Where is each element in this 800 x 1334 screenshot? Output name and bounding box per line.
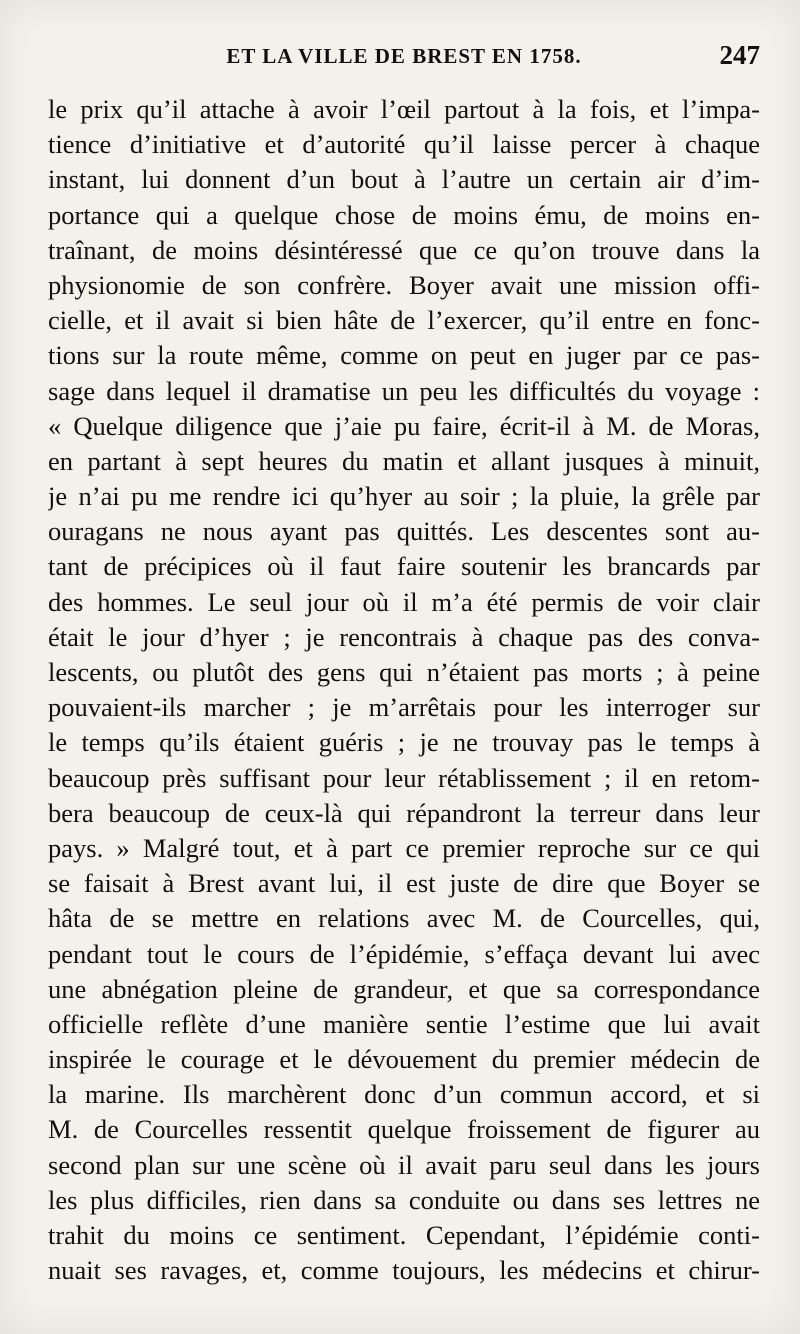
text-line: ouragans ne nous ayant pas quittés. Les descentes sont au- <box>48 516 760 547</box>
text-line: beaucoup près suffisant pour leur rétablissement ; il en retom- <box>48 762 760 793</box>
text-line: hâta de se mettre en relations avec M. de Courcelles, qui, <box>48 903 760 934</box>
text-line: en partant à sept heures du matin et allant jusques à minuit, <box>48 445 760 476</box>
text-line: pendant tout le cours de l’épidémie, s’effaça devant lui avec <box>48 938 760 969</box>
text-line: nuait ses ravages, et, comme toujours, les médecins et chirur- <box>48 1255 760 1286</box>
text-line: second plan sur une scène où il avait paru seul dans les jours <box>48 1149 760 1180</box>
body-text <box>48 92 760 1288</box>
text-line: officielle reflète d’une manière sentie l’estime que lui avait <box>48 1008 760 1039</box>
text-line: cielle, et il avait si bien hâte de l’exercer, qu’il entre en fonc- <box>48 305 760 336</box>
text-line: était le jour d’hyer ; je rencontrais à chaque pas des conva- <box>48 621 760 652</box>
text-line: pouvaient-ils marcher ; je m’arrêtais pour les interroger sur <box>48 692 760 723</box>
running-head: ET LA VILLE DE BREST EN 1758. <box>226 44 582 68</box>
text-line: tience d’initiative et d’autorité qu’il laisse percer à chaque <box>48 129 760 160</box>
text-line: « Quelque diligence que j’aie pu faire, écrit-il à M. de Moras, <box>48 410 760 441</box>
text-line: tant de précipices où il faut faire soutenir les brancards par <box>48 551 760 582</box>
text-line: le prix qu’il attache à avoir l’œil partout à la fois, et l’impa- <box>48 94 760 124</box>
text-line: sage dans lequel il dramatise un peu les difficultés du voyage : <box>48 375 760 406</box>
text-line: instant, lui donnent d’un bout à l’autre un certain air d’im- <box>48 164 760 195</box>
text-line: M. de Courcelles ressentit quelque froissement de figurer au <box>48 1114 760 1145</box>
text-line: le temps qu’ils étaient guéris ; je ne trouvay pas le temps à <box>48 727 760 758</box>
text-line: une abnégation pleine de grandeur, et que sa correspondance <box>48 973 760 1004</box>
text-line: inspirée le courage et le dévouement du premier médecin de <box>48 1044 760 1075</box>
text-line: tions sur la route même, comme on peut en juger par ce pas- <box>48 340 760 371</box>
text-line: bera beaucoup de ceux-là qui répandront la terreur dans leur <box>48 797 760 828</box>
text-line: des hommes. Le seul jour où il m’a été permis de voir clair <box>48 586 760 617</box>
page-header <box>48 36 760 76</box>
text-line: lescents, ou plutôt des gens qui n’étaient pas morts ; à peine <box>48 657 760 687</box>
text-line: la marine. Ils marchèrent donc d’un commun accord, et si <box>48 1079 760 1110</box>
text-line: portance qui a quelque chose de moins ému, de moins en- <box>48 199 760 230</box>
page-number: 247 <box>719 40 760 70</box>
text-line: les plus difficiles, rien dans sa conduite ou dans ses lettres ne <box>48 1184 760 1215</box>
text-line: se faisait à Brest avant lui, il est juste de dire que Boyer se <box>48 868 760 899</box>
text-line: trahit du moins ce sentiment. Cependant, l’épidémie conti- <box>48 1220 760 1250</box>
text-line: pays. » Malgré tout, et à part ce premier reproche sur ce qui <box>48 832 760 863</box>
text-line: traînant, de moins désintéressé que ce qu’on trouve dans la <box>48 234 760 265</box>
text-line: je n’ai pu me rendre ici qu’hyer au soir ; la pluie, la grêle par <box>48 481 760 512</box>
text-line: physionomie de son confrère. Boyer avait une mission offi- <box>48 269 760 300</box>
